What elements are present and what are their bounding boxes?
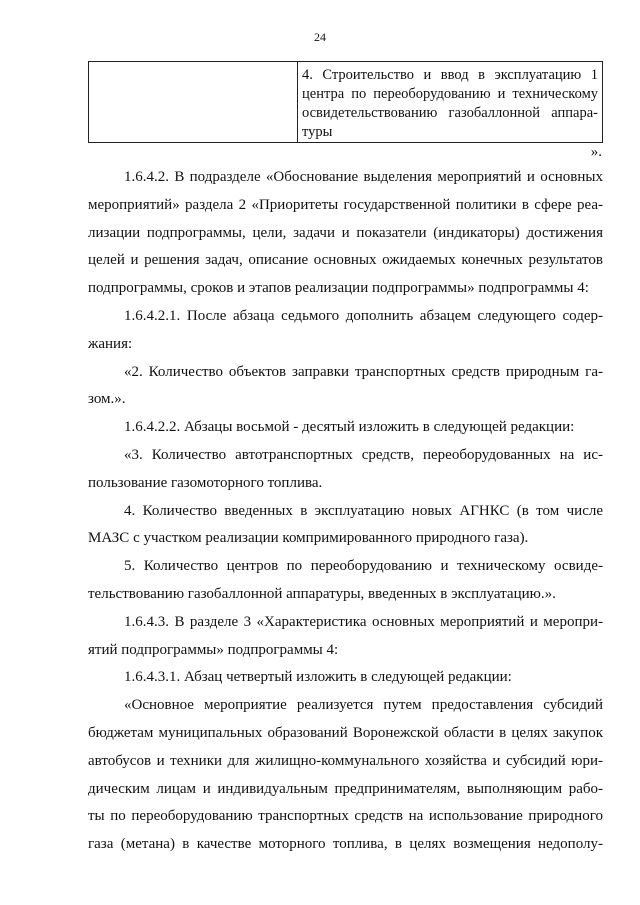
table-cell-line: освидетельствованию газобаллонной аппара- bbox=[302, 105, 598, 121]
table-cell-line: 4. Строительство и ввод в эксплуатацию 1 bbox=[302, 67, 598, 83]
table-fragment bbox=[88, 61, 603, 143]
document-body bbox=[88, 164, 603, 859]
table-cell-line: туры bbox=[302, 124, 333, 140]
text-line: газа (метана) в качестве моторного топлива, в целях возмещения недополу- bbox=[88, 836, 603, 853]
text-line: бюджетам муниципальных образований Воронежской области в целях закупок bbox=[88, 724, 603, 741]
text-line: жания: bbox=[88, 335, 133, 352]
text-line: 1.6.4.3.1. Абзац четвертый изложить в следующей редакции: bbox=[124, 669, 512, 686]
text-line: 4. Количество введенных в эксплуатацию новых АГНКС (в том числе bbox=[124, 502, 603, 519]
table-cell-line: центра по переоборудованию и техническому bbox=[302, 86, 598, 102]
text-line: зом.». bbox=[88, 391, 126, 408]
text-line: «Основное мероприятие реализуется путем предоставления субсидий bbox=[124, 697, 603, 714]
text-line: целей и решения задач, описание основных ожидаемых конечных результатов bbox=[88, 252, 603, 269]
page-number: 24 bbox=[314, 30, 326, 44]
text-line: МАЗС с участком реализации компримированного природного газа). bbox=[88, 530, 529, 547]
text-line: подпрограммы, сроков и этапов реализации подпрограммы» подпрограммы 4: bbox=[88, 280, 589, 297]
text-line: 1.6.4.2.2. Абзацы восьмой - десятый изложить в следующей редакции: bbox=[124, 419, 575, 436]
text-line: ты по переоборудованию транспортных средств на использование природного bbox=[88, 808, 603, 825]
text-line: автобусов и техники для жилищно-коммунального хозяйства и субсидий юри- bbox=[88, 752, 603, 769]
text-line: «3. Количество автотранспортных средств, переоборудованных на ис- bbox=[124, 446, 603, 463]
table-cell-text bbox=[298, 62, 603, 142]
text-line: мероприятий» раздела 2 «Приоритеты государственной политики в сфере реа- bbox=[88, 196, 603, 213]
text-line: дическим лицам и индивидуальным предпринимателям, выполняющим рабо- bbox=[88, 780, 603, 797]
table-closing-mark: ». bbox=[590, 144, 602, 160]
text-line: пользование газомоторного топлива. bbox=[88, 474, 323, 491]
text-line: 1.6.4.3. В разделе 3 «Характеристика основных мероприятий и меропри- bbox=[124, 613, 603, 630]
text-line: 1.6.4.2.1. После абзаца седьмого дополнить абзацем следующего содер- bbox=[124, 307, 603, 324]
text-line: 5. Количество центров по переоборудованию и техническому освиде- bbox=[124, 558, 603, 575]
text-line: ятий подпрограммы» подпрограммы 4: bbox=[88, 641, 339, 658]
text-line: лизации подпрограммы, цели, задачи и показатели (индикаторы) достижения bbox=[88, 224, 603, 241]
text-line: тельствованию газобаллонной аппаратуры, введенных в эксплуатацию.». bbox=[88, 585, 556, 602]
table-cell-empty bbox=[88, 62, 298, 142]
text-line: «2. Количество объектов заправки транспортных средств природным га- bbox=[124, 363, 603, 380]
text-line: 1.6.4.2. В подразделе «Обоснование выделения мероприятий и основных bbox=[124, 169, 603, 185]
